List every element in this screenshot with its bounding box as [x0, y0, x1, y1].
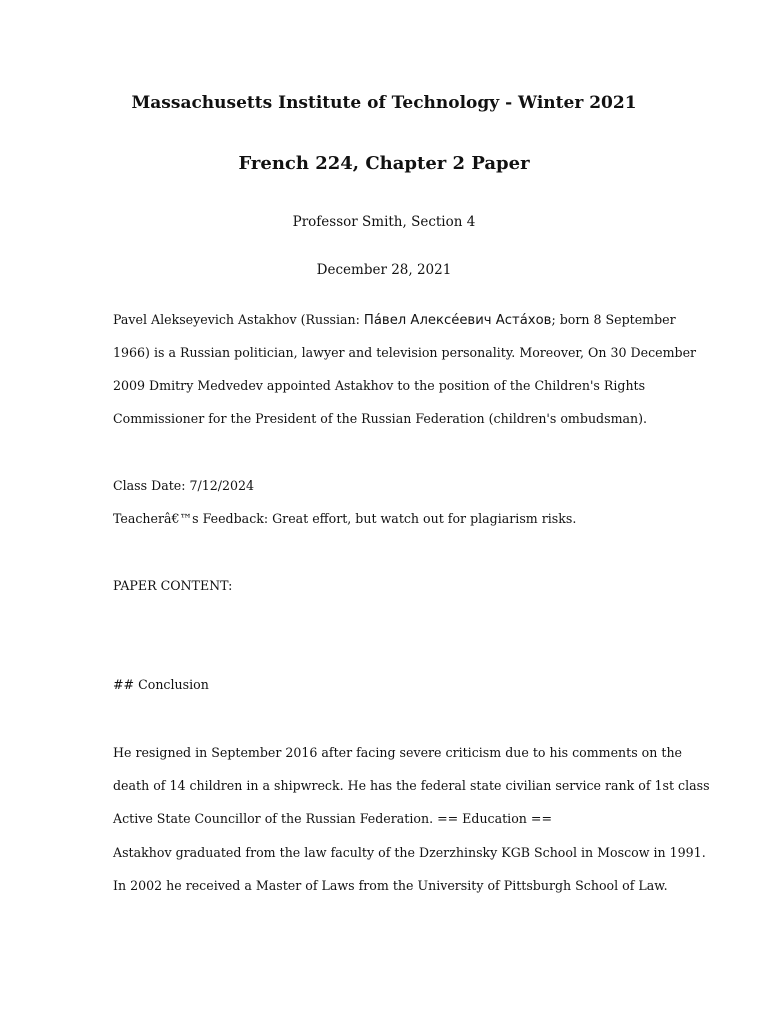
professor-line: Professor Smith, Section 4	[292, 214, 476, 230]
paper-content-label: PAPER CONTENT:	[113, 578, 233, 593]
russian-name: Па́вел Алексе́евич Аста́хов	[363, 313, 552, 328]
intro-line-4: Commissioner for the President of the Russian Federation (children's ombudsman).	[113, 411, 648, 426]
document-date: December 28, 2021	[316, 262, 452, 278]
intro-line-1	[113, 312, 676, 328]
course-title: French 224, Chapter 2 Paper	[238, 153, 530, 174]
class-date: Class Date: 7/12/2024	[113, 478, 255, 493]
intro-line-3: 2009 Dmitry Medvedev appointed Astakhov to the position of the Children's Rights	[113, 378, 646, 393]
teacher-feedback: Teacherâ€™s Feedback: Great effort, but watch out for plagiarism risks.	[113, 511, 577, 526]
institution-heading: Massachusetts Institute of Technology - Winter 2021	[131, 93, 637, 113]
intro-line-1-end: ; born 8 September	[551, 312, 676, 327]
intro-line-1-start: Pavel Alekseyevich Astakhov (Russian:	[113, 312, 364, 327]
paragraph-line: Astakhov graduated from the law faculty of the Dzerzhinsky KGB School in Moscow in 1991.	[113, 845, 706, 860]
paragraph-line: Active State Councillor of the Russian Federation. == Education ==	[113, 811, 553, 826]
intro-line-2: 1966) is a Russian politician, lawyer and television personality. Moreover, On 30 December	[113, 345, 697, 360]
conclusion-heading: ## Conclusion	[113, 677, 209, 692]
paragraph-line: death of 14 children in a shipwreck. He has the federal state civilian service rank of 1st class	[113, 778, 710, 793]
paragraph-line: In 2002 he received a Master of Laws from the University of Pittsburgh School of Law.	[113, 878, 668, 893]
paragraph-line: He resigned in September 2016 after facing severe criticism due to his comments on the	[113, 745, 683, 760]
